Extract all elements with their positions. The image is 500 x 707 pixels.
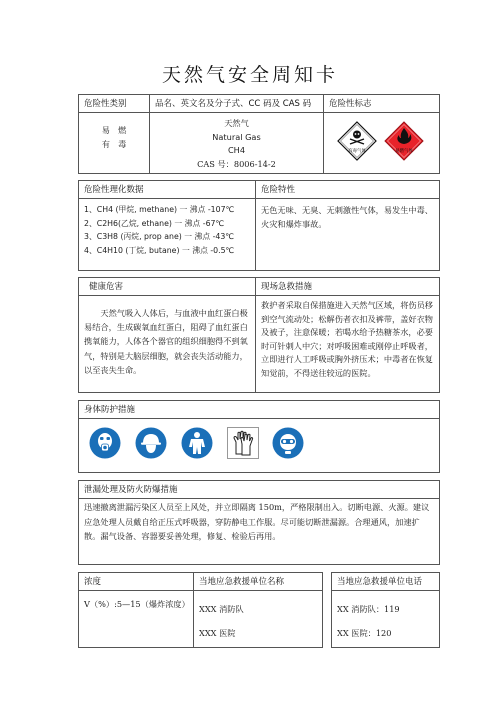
health-header: 健康危害 [79,278,255,296]
health-box [78,277,256,393]
gas-mask-icon [89,427,121,459]
flammable-gas-label: 易燃气体 [395,149,413,154]
cn-name: 天然气 [224,118,249,128]
hazard-category-header: 危险性类别 [79,95,149,113]
ppe-header: 身体防护措施 [79,401,439,419]
goggles-icon [272,427,304,459]
flammable-gas-diamond-icon [384,121,424,161]
physchem-line: 4、C4H10 (丁烷, butane) 一 沸点 -0.5℃ [84,245,235,255]
physchem-line: 2、C2H6(乙烷, ethane) 一 沸点 -67℃ [84,218,225,228]
toxic-gas-diamond-icon [337,121,377,161]
product-name-box [150,94,324,174]
leak-header: 泄漏处理及防火防爆措施 [79,481,439,499]
health-text: 天然气吸入人体后，与血液中血红蛋白极易结合，生成碳氧血红蛋白，阻碍了血红蛋白携氧能力，人体各个器官的组织细胞得不到氧气，特别是大脑层细胞，就会丧失活动能力，以至丧失生命。 [84,308,248,375]
hazard-props-text: 无色无味、无臭、无刺激性气体，易发生中毒、火灾和爆炸事故。 [261,205,433,230]
concentration-header: 浓度 [79,573,193,591]
first-aid-text: 救护者采取自保措施进入天然气区域，将伤员移到空气流动处；松解伤者衣扣及裤带，盖好衣物及被子，注意保暖；若喝水给予热糖茶水，必要时可针刺人中穴；对呼吸困难或刚停止呼吸者，立即进行人工呼吸或胸外挤压术；中毒者在恢复知觉前，不得送往较远的医院。 [261,300,433,378]
emergency-unit-item: XXX 消防队 [199,604,244,614]
first-aid-box [256,277,440,393]
emergency-unit-header: 当地应急救援单位名称 [194,573,322,591]
emergency-phone-box [331,572,440,648]
leak-text: 迅速撤离泄漏污染区人员至上风处，并立即隔离 150m，严格限制出入。切断电源、火源。建议应急处理人员戴自给正压式呼吸器，穿防静电工作服。尽可能切断泄漏源。合理通风，加速扩散。漏气设备、容器要妥善处理，修复、检验后再用。 [84,502,430,541]
emergency-phone-header: 当地应急救援单位电话 [332,573,439,591]
hard-hat-icon [135,427,167,459]
concentration-box [78,572,194,648]
en-name: Natural Gas [212,131,261,142]
first-aid-header: 现场急救措施 [256,278,439,296]
emergency-phone-item: XX 医院：120 [337,628,392,638]
page-title: 天然气安全周知卡 [161,64,338,86]
emergency-unit-item: XXX 医院 [199,628,236,638]
formula: CH4 [227,145,246,155]
leak-box [78,480,440,565]
physchem-line: 1、CH4 (甲烷, methane) 一 沸点 -107℃ [84,205,235,214]
emergency-phone-item: XX 消防队：119 [337,604,400,614]
hazard-props-box [256,180,440,271]
gloves-icon [227,427,259,459]
concentration-value: V（%）:5—15（爆炸浓度） [84,599,190,609]
hazard-mark-box [324,94,440,174]
hazard-category-item: 易 燃 [101,125,127,135]
hazard-category-box [78,94,150,174]
hazard-props-header: 危险特性 [256,181,439,199]
hazard-mark-header: 危险性标志 [324,95,439,113]
emergency-unit-box [194,572,323,648]
cas-number: CAS 号：8006-14-2 [197,158,276,169]
toxic-gas-label: 有毒气体 [348,149,366,154]
physchem-line: 3、C3H8 (丙烷, prop ane) 一 沸点 -43℃ [84,232,235,241]
physchem-box [78,180,256,271]
protective-suit-icon [181,427,213,459]
product-name-header: 品名、英文名及分子式、CC 码及 CAS 码 [150,95,323,113]
ppe-box [78,400,440,473]
hazard-category-item: 有 毒 [101,139,127,149]
physchem-header: 危险性理化数据 [79,181,255,199]
